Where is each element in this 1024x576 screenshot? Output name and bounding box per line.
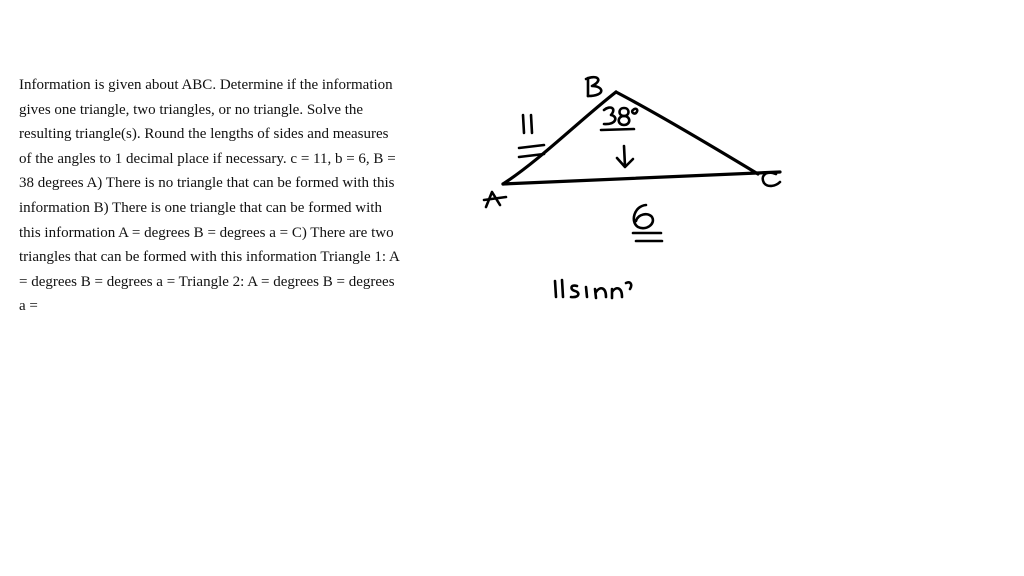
vertex-label-c [763,173,780,186]
vertex-label-b [586,77,601,96]
side-c-label [519,115,544,157]
angle-b-label-text: 38° [606,120,608,121]
side-c-label-text: 11 [524,130,525,131]
side-bc [616,92,758,174]
work-note [555,280,631,298]
vertex-label-b-text: B [592,90,593,91]
side-b-label-text: 6 [642,222,643,223]
vertex-label-a [484,192,506,207]
vertex-label-a-text: A [492,205,493,206]
side-ac [503,172,780,184]
work-note-text: 11sin [560,294,563,295]
vertex-label-c-text: C [768,182,769,183]
problem-statement: Information is given about ABC. Determine if the information gives one triangle, two triangles, or no triangle. Solve the resulting triangle(s). Round the lengths of sides and measures of the angles to 1 decimal place if necessary. c = 11, b = 6, B = 38 degrees A) There is no triangle that can be formed with this information B) There is one triangle that can be formed with this information A = degrees B = degrees a = C) There are two triangles that can be formed with this information Triangle 1: A = degrees B = degrees a = Triangle 2: A = degrees B = degrees a = [19,77,399,315]
side-ab [503,92,616,184]
angle-b-label [601,108,637,167]
side-b-label [633,205,662,241]
